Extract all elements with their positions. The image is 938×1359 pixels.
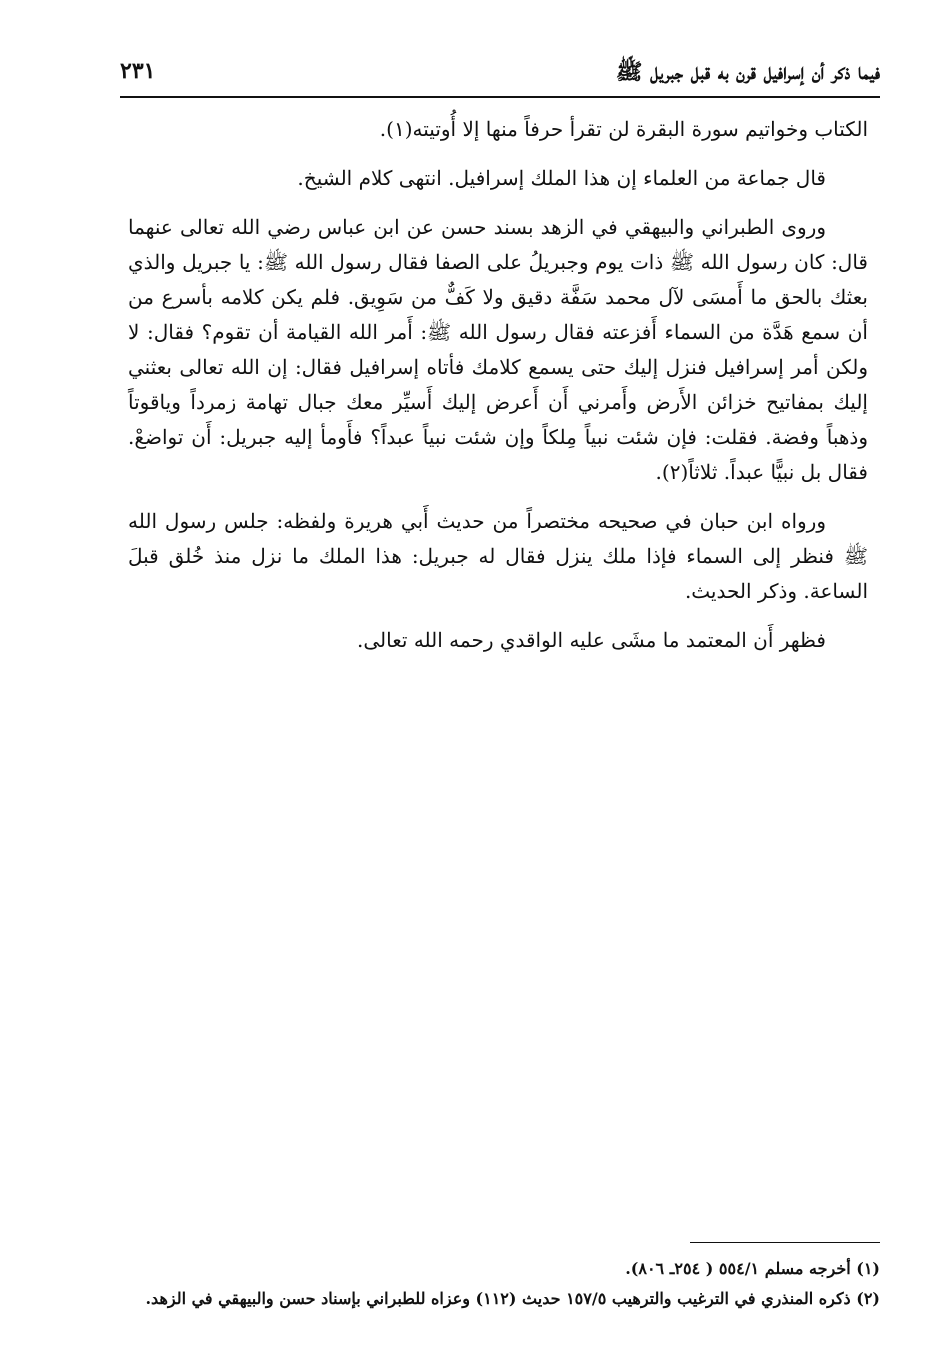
- paragraph-1: الكتاب وخواتيم سورة البقرة لن تقرأ حرفاً منها إلا أُوتيته(١).: [379, 117, 868, 141]
- main-text: [128, 112, 868, 658]
- footnote-1: (١) أخرجه مسلم ٥٥٤/١ ( ٢٥٤ـ ٨٠٦).: [625, 1259, 880, 1278]
- paragraph-2: قال جماعة من العلماء إن هذا الملك إسرافيل. انتهى كلام الشيخ.: [297, 166, 826, 190]
- paragraph-4: ورواه ابن حبان في صحيحه مختصراً من حديث أَبي هريرة ولفظه: جلس رسول الله ﷺ فنظر إلى السماء فإذا ملك ينزل فقال له جبريل: هذا الملك ما نزل منذ خُلق قبلَ الساعة. وذكر الحديث.: [128, 509, 868, 603]
- page-header: [120, 52, 880, 96]
- header-rule: [120, 96, 880, 98]
- paragraph-5: فظهر أَن المعتمد ما مشَى عليه الواقدي رحمه الله تعالى.: [357, 628, 826, 652]
- page-number: ٢٣١: [120, 58, 156, 84]
- running-title: فيما ذكر أن إسرافيل قرن به قبل جبريل ﷺ: [615, 59, 880, 85]
- footnotes: [128, 1254, 880, 1314]
- footnote-2: (٢) ذكره المنذري في الترغيب والترهيب ١٥٧/٥ حديث (١١٢) وعزاه للطبراني بإسناد حسن والبيهقي في الزهد.: [145, 1289, 880, 1308]
- paragraph-3: وروى الطبراني والبيهقي في الزهد بسند حسن عن ابن عباس رضي الله تعالى عنهما قال: كان رسول الله ﷺ ذات يوم وجبريلُ على الصفا فقال رسول الله ﷺ: يا جبريل والذي بعثك بالحق ما أَمسَى لآل محمد سَفَّة دقيق ولا كَفٌّ من سَوِيق. فلم يكن كلامه بأسرع من أن سمع هَدَّة من السماء أَفزعته فقال رسول الله ﷺ: أَمر الله القيامة أن تقوم؟ فقال: لا ولكن أمر إسرافيل فنزل إليك حتى يسمع كلامك فأتاه إسرافيل فقال: إن الله تعالى بعثني إليك بمفاتيح خزائن الأَرض وأَمرني أَن أَعرض إليك أَسيِّر معك جبال تهامة زمرداً وياقوتاً وذهباً وفضة. فقلت: فإن شئت نبياً مِلكاً وإن شئت نبياً عبداً؟ فأَومأ إليه جبريل: أَن تواضعْ. فقال بل نبيًّا عبداً. ثلاثاً(٢).: [128, 215, 868, 484]
- footnote-rule: [690, 1242, 880, 1243]
